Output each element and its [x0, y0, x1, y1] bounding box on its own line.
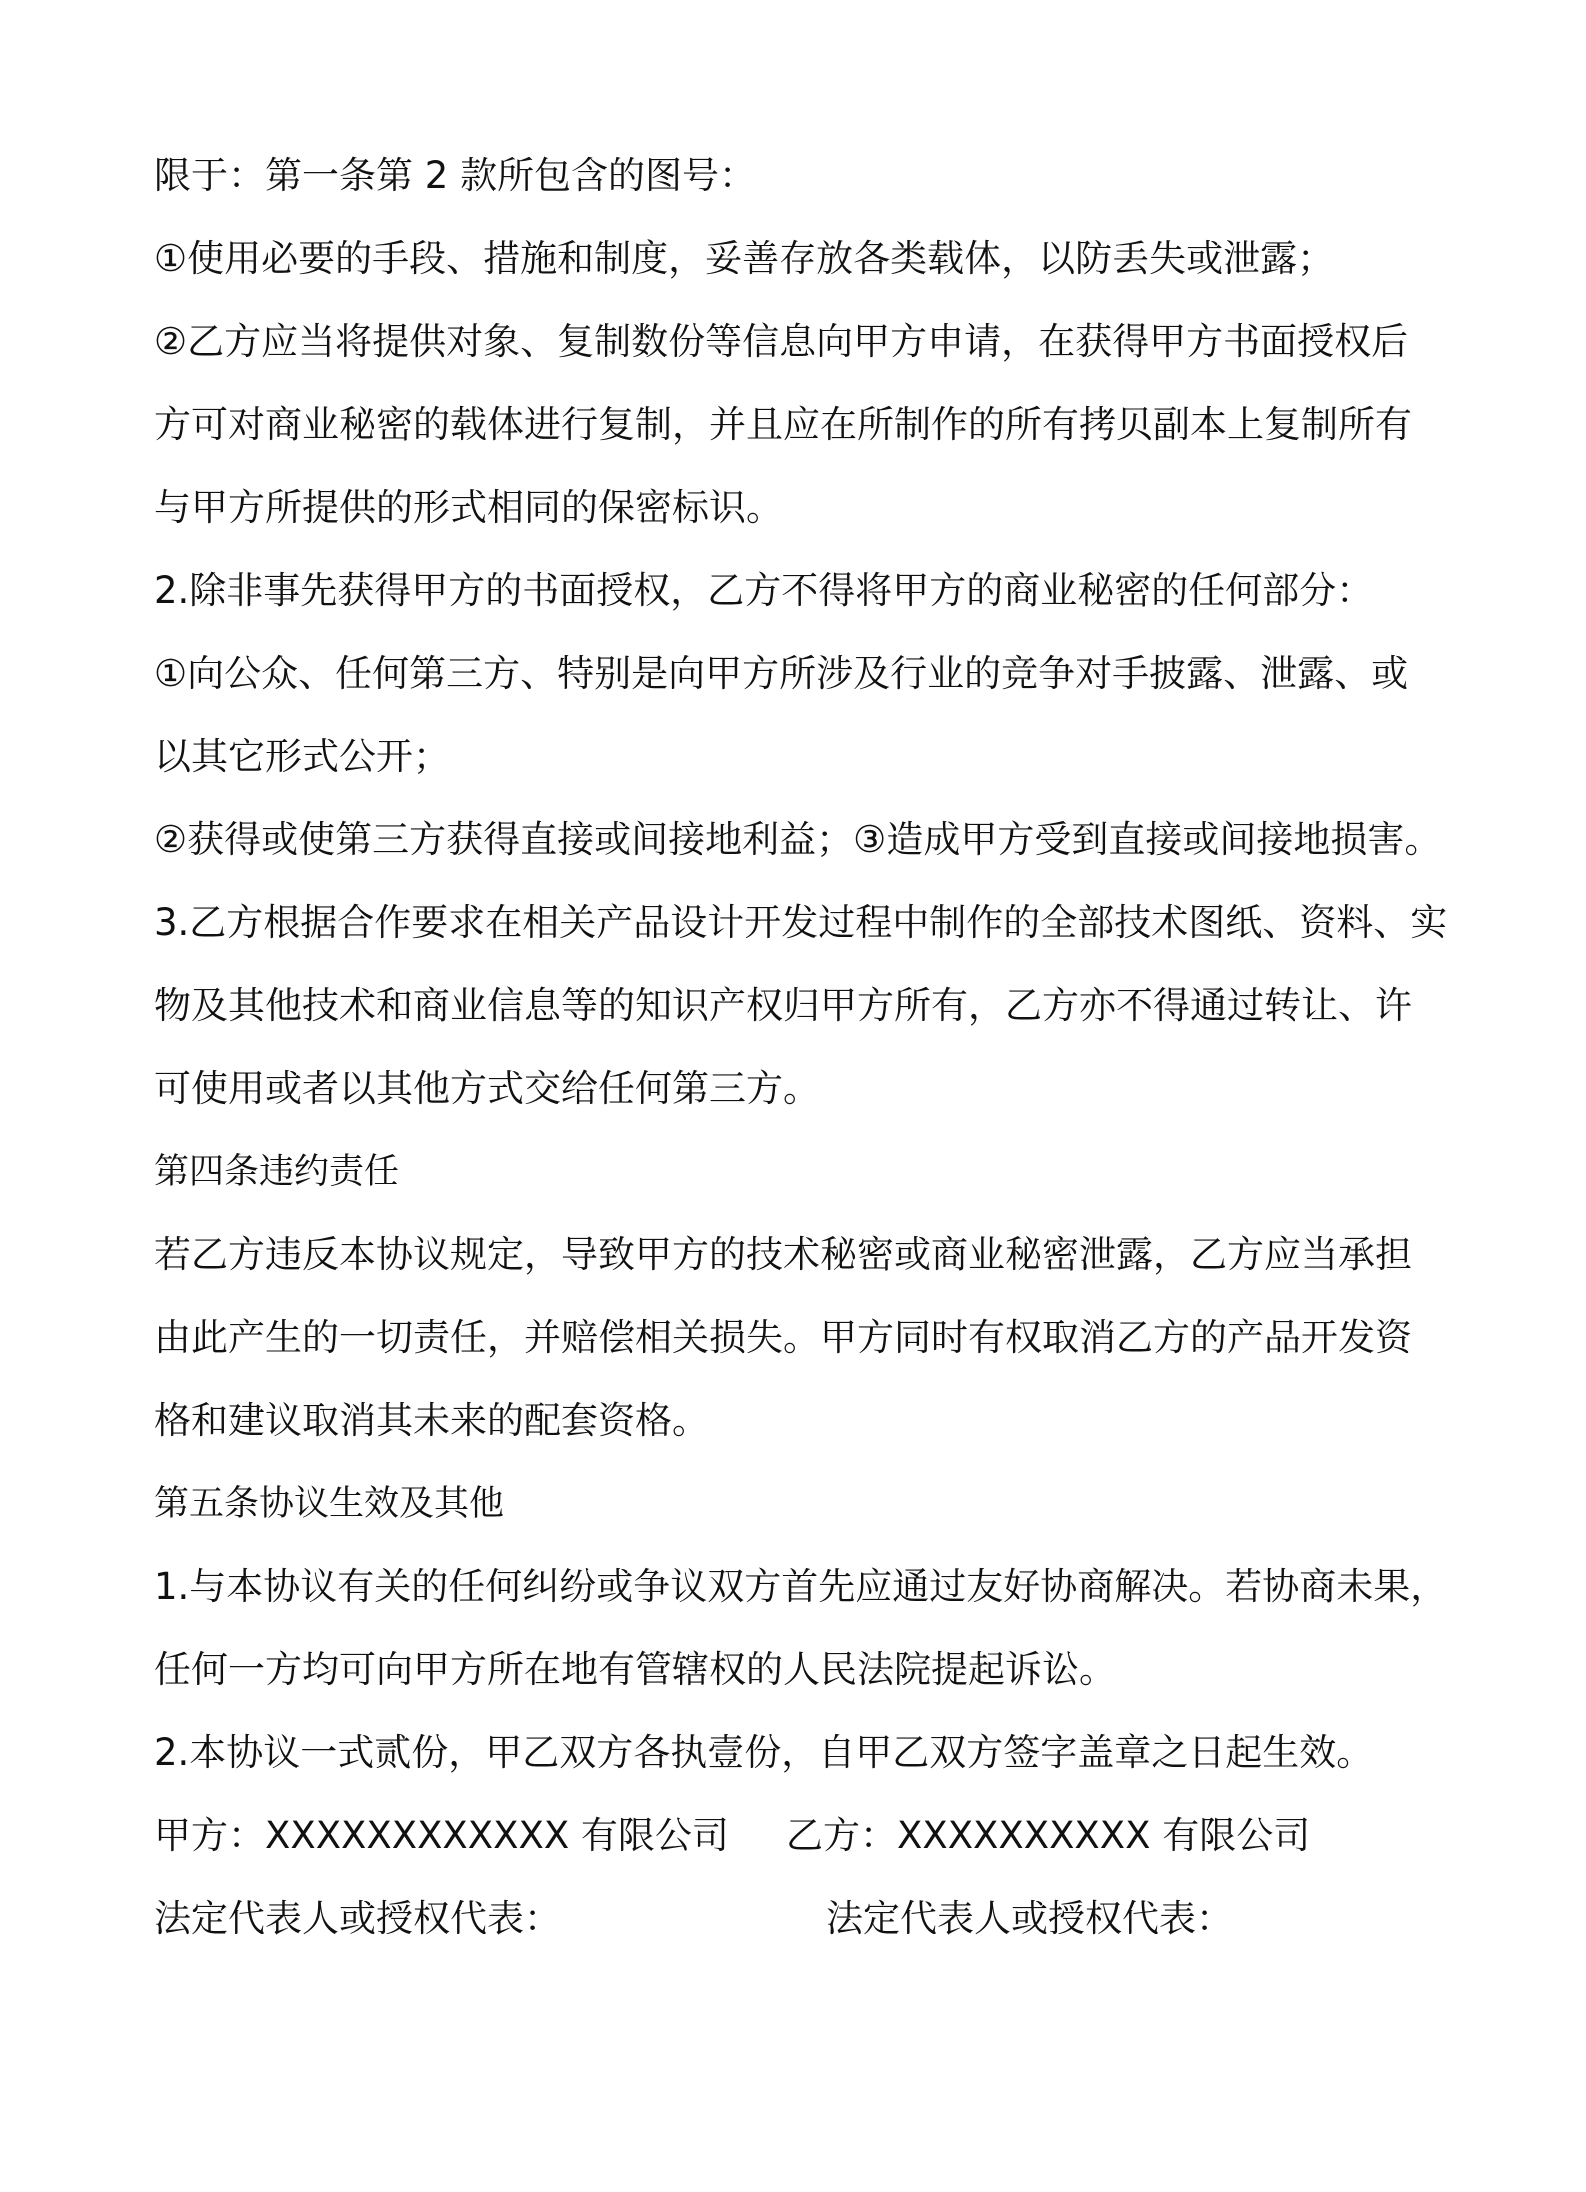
- text-line: 2.本协议一式贰份，甲乙双方各执壹份，自甲乙双方签字盖章之日起生效。: [154, 1731, 1374, 1774]
- party-a-representative: 法定代表人或授权代表：: [154, 1897, 561, 1940]
- text-line: ①向公众、任何第三方、特别是向甲方所涉及行业的竞争对手披露、泄露、或: [154, 652, 1409, 695]
- text-line: 2.除非事先获得甲方的书面授权，乙方不得将甲方的商业秘密的任何部分：: [154, 569, 1374, 612]
- text-line: 与甲方所提供的形式相同的保密标识。: [154, 486, 783, 529]
- party-a-name: 甲方：XXXXXXXXXXXX 有限公司: [154, 1814, 729, 1857]
- section-heading: 第四条违约责任: [154, 1152, 400, 1192]
- text-line: ②乙方应当将提供对象、复制数份等信息向甲方申请，在获得甲方书面授权后: [154, 320, 1409, 363]
- text-line: ②获得或使第三方获得直接或间接地利益；③造成甲方受到直接或间接地损害。: [154, 818, 1442, 861]
- text-line: 1.与本协议有关的任何纠纷或争议双方首先应通过友好协商解决。若协商未果，: [154, 1565, 1448, 1608]
- text-line: 若乙方违反本协议规定，导致甲方的技术秘密或商业秘密泄露，乙方应当承担: [154, 1233, 1412, 1276]
- text-line: 以其它形式公开；: [154, 735, 450, 778]
- party-b-name: 乙方：XXXXXXXXXX 有限公司: [786, 1814, 1311, 1857]
- text-line: 方可对商业秘密的载体进行复制，并且应在所制作的所有拷贝副本上复制所有: [154, 403, 1412, 446]
- text-line: 格和建议取消其未来的配套资格。: [154, 1399, 709, 1442]
- section-heading: 第五条协议生效及其他: [154, 1484, 505, 1524]
- text-line: 限于：第一条第 2 款所包含的图号：: [154, 154, 757, 197]
- text-line: 3.乙方根据合作要求在相关产品设计开发过程中制作的全部技术图纸、资料、实: [154, 901, 1448, 944]
- text-line: 由此产生的一切责任，并赔偿相关损失。甲方同时有权取消乙方的产品开发资: [154, 1316, 1412, 1359]
- party-b-representative: 法定代表人或授权代表：: [826, 1897, 1233, 1940]
- text-line: 可使用或者以其他方式交给任何第三方。: [154, 1067, 820, 1110]
- text-line: 任何一方均可向甲方所在地有管辖权的人民法院提起诉讼。: [154, 1648, 1116, 1691]
- text-line: ①使用必要的手段、措施和制度，妥善存放各类载体，以防丢失或泄露；: [154, 237, 1335, 280]
- text-line: 物及其他技术和商业信息等的知识产权归甲方所有，乙方亦不得通过转让、许: [154, 984, 1412, 1027]
